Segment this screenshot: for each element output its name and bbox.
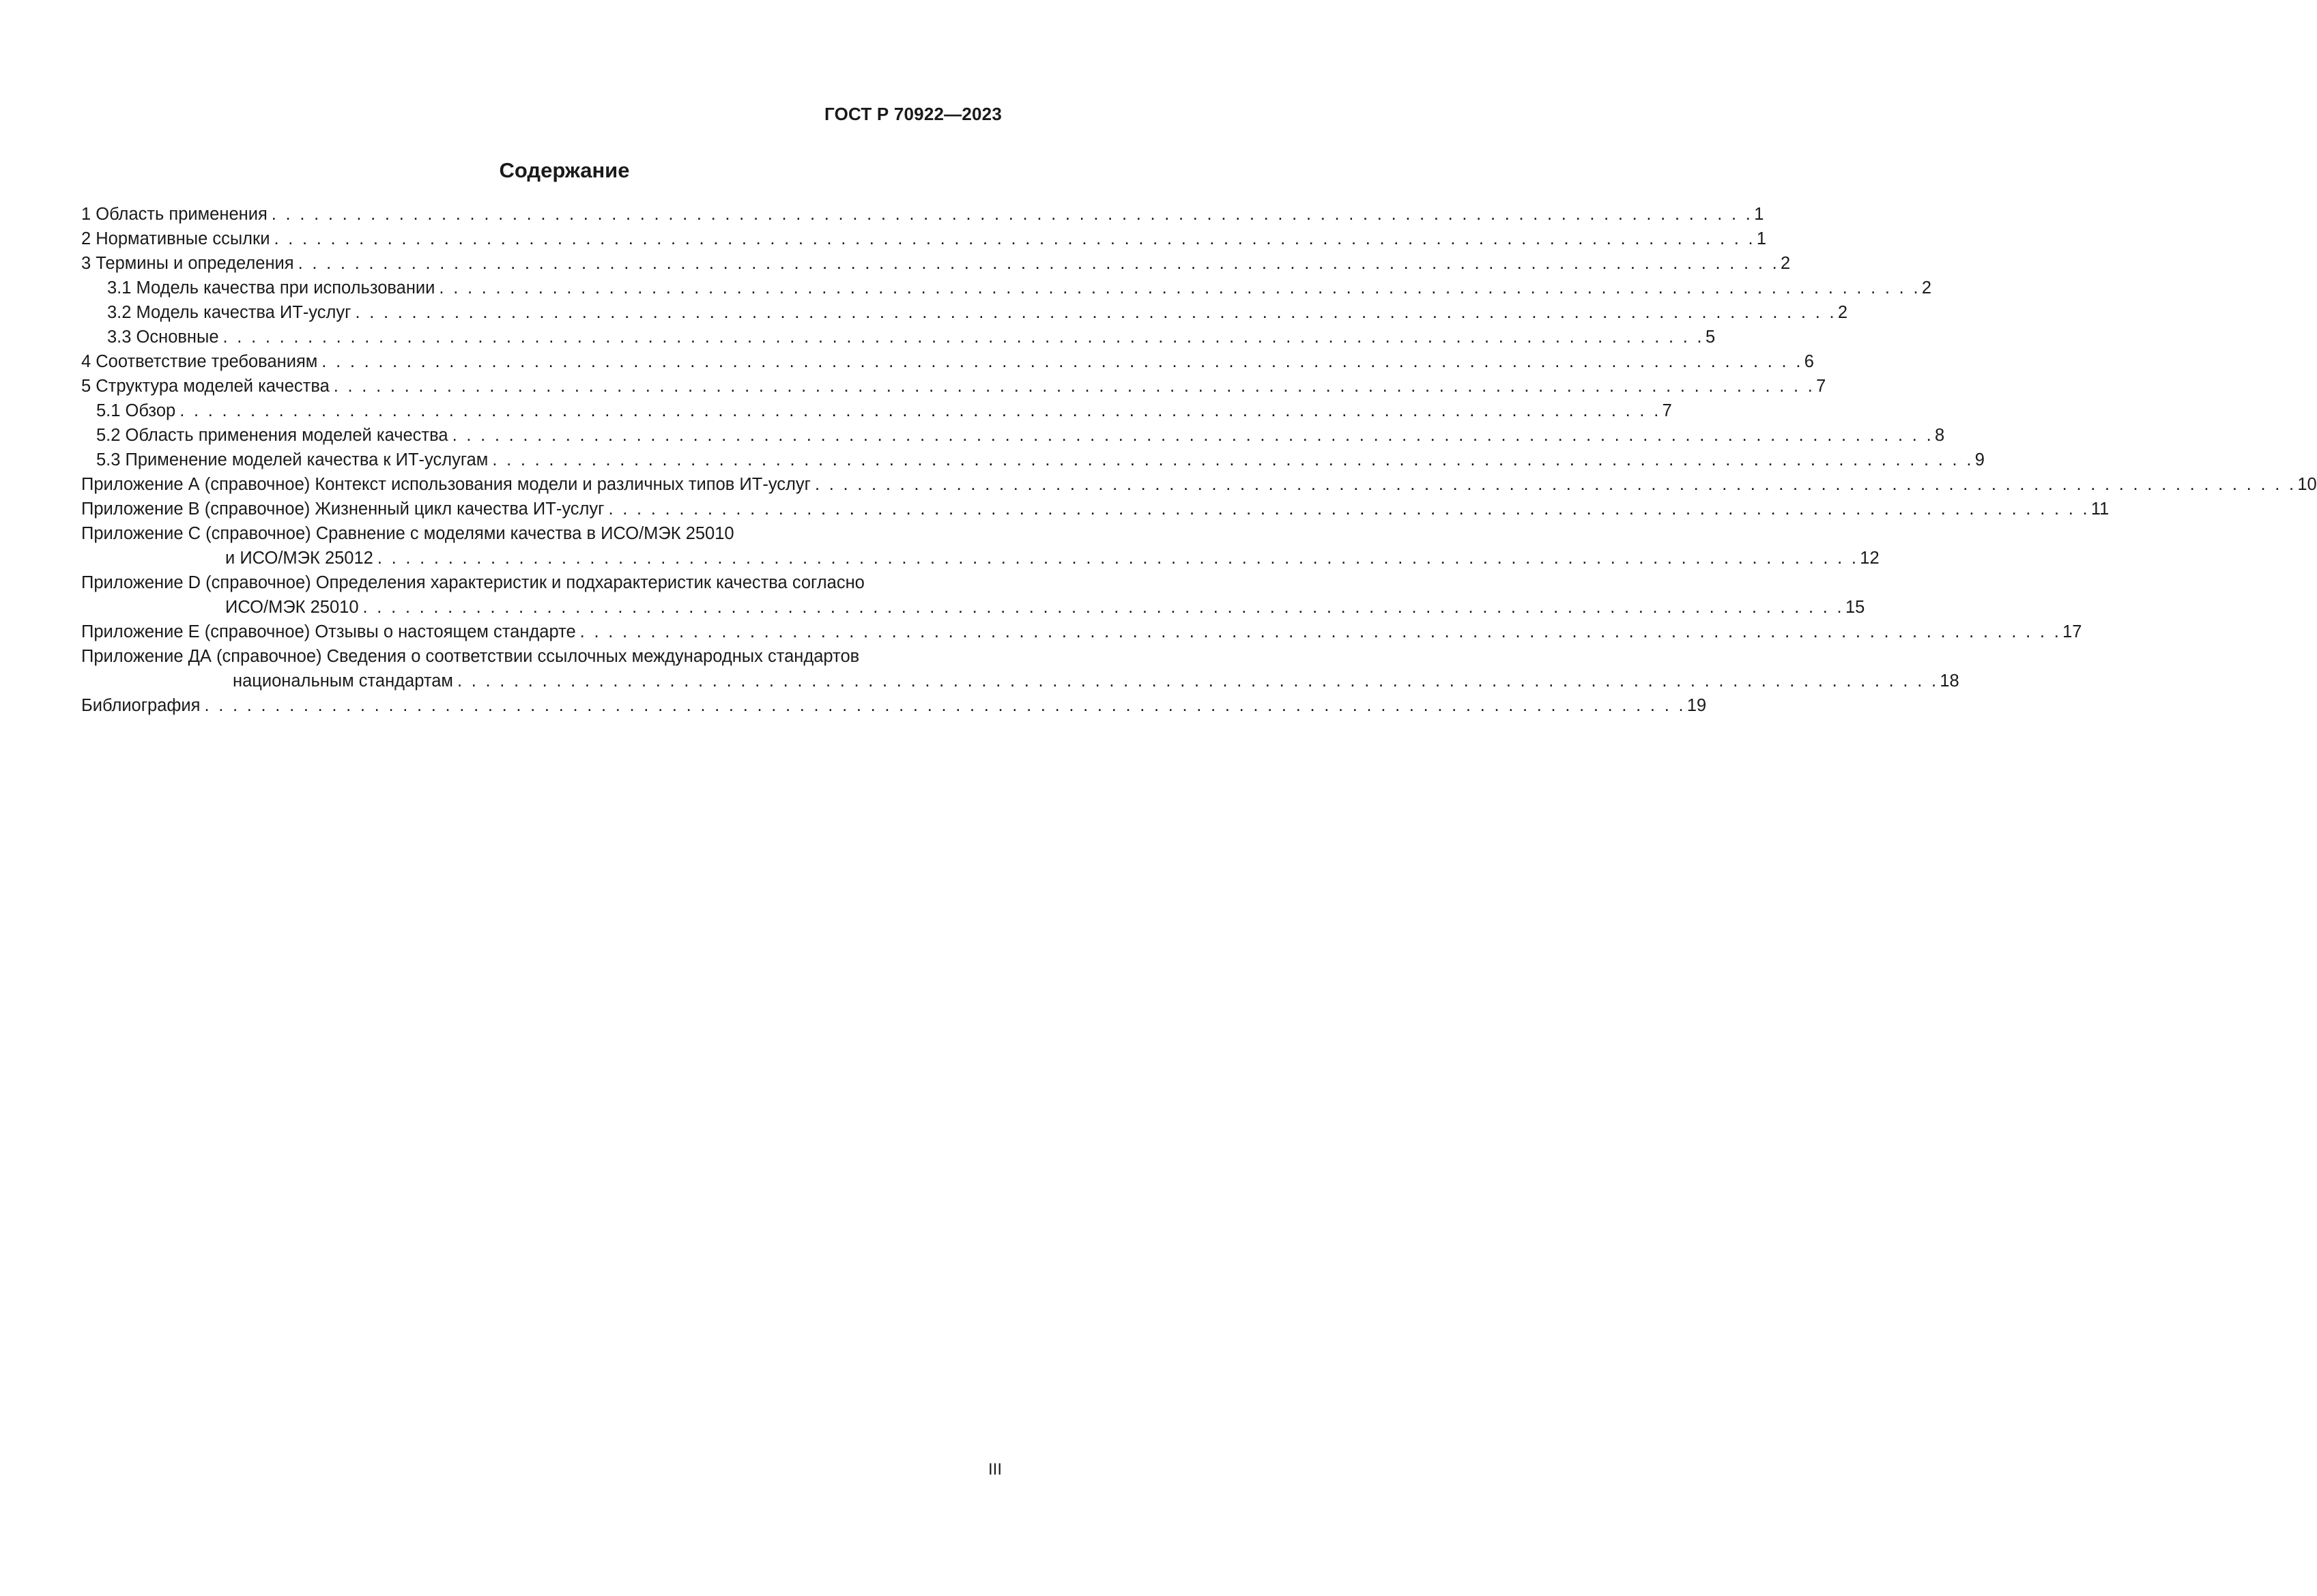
toc-entry-page: 7 (1662, 401, 1672, 420)
toc-entry-label: Приложение А (справочное) Контекст использования модели и различных типов ИТ-услуг (81, 475, 811, 494)
dot-leader: . . . . . . . . . . . . . . . . . . . . . . . . . . . . . . . . . . . . . . . . . . . . . . . . . . . . . . . . . . . . . . . . . . . . . . . . . . . . . . . . . . . . . . . . . . . . . . . . . . . . . . . . . (355, 303, 1837, 322)
dot-leader: . . . . . . . . . . . . . . . . . . . . . . . . . . . . . . . . . . . . . . . . . . . . . . . . . . . . . . . . . . . . . . . . . . . . . . . . . . . . . . . . . . . . . . . . . . . . . . . . . . . . . . . . . (608, 499, 2090, 519)
dot-leader: . . . . . . . . . . . . . . . . . . . . . . . . . . . . . . . . . . . . . . . . . . . . . . . . . . . . . . . . . . . . . . . . . . . . . . . . . . . . . . . . . . . . . . . . . . . . . . . . . . . . . . . . . (204, 696, 1686, 715)
toc-entry-5[interactable] (81, 374, 1826, 398)
dot-leader: . . . . . . . . . . . . . . . . . . . . . . . . . . . . . . . . . . . . . . . . . . . . . . . . . . . . . . . . . . . . . . . . . . . . . . . . . . . . . . . . . . . . . . . . . . . . . . . . . . . . . . . . . (271, 205, 1753, 224)
toc-entry-label: 3.3 Основные (107, 328, 219, 347)
toc-entry-label: 4 Соответствие требованиям (81, 352, 318, 371)
dot-leader: . . . . . . . . . . . . . . . . . . . . . . . . . . . . . . . . . . . . . . . . . . . . . . . . . . . . . . . . . . . . . . . . . . . . . . . . . . . . . . . . . . . . . . . . . . . . . . . . . . . . . . . . . (333, 377, 1815, 396)
toc-entry-page: 15 (1845, 598, 1865, 617)
dot-leader: . . . . . . . . . . . . . . . . . . . . . . . . . . . . . . . . . . . . . . . . . . . . . . . . . . . . . . . . . . . . . . . . . . . . . . . . . . . . . . . . . . . . . . . . . . . . . . . . . . . . . . . . . (222, 328, 1704, 347)
toc-title: Содержание (499, 158, 630, 182)
toc-entry-appendix-c[interactable] (81, 521, 1002, 546)
toc-entry-continuation: и ИСО/МЭК 25012 (225, 549, 373, 568)
toc-entry-5-3[interactable] (81, 448, 1985, 472)
toc-entry-2[interactable] (81, 227, 1767, 251)
toc-entry-page: 17 (2062, 622, 2082, 641)
dot-leader: . . . . . . . . . . . . . . . . . . . . . . . . . . . . . . . . . . . . . . . . . . . . . . . . . . . . . . . . . . . . . . . . . . . . . . . . . . . . . . . . . . . . . . . . . . . . . . . . . . . . . . . . . (439, 278, 1920, 298)
toc-entry-continuation: ИСО/МЭК 25010 (225, 598, 359, 617)
toc-entry-page: 1 (1756, 229, 1767, 248)
toc-entry-page: 18 (1940, 671, 1959, 691)
toc-entry-bibliography[interactable] (81, 693, 1707, 718)
document-code: ГОСТ Р 70922—2023 (824, 104, 1002, 124)
toc-entry-page: 2 (1921, 278, 1932, 298)
table-of-contents (81, 202, 2317, 718)
toc-entry-label: 2 Нормативные ссылки (81, 229, 270, 248)
dot-leader: . . . . . . . . . . . . . . . . . . . . . . . . . . . . . . . . . . . . . . . . . . . . . . . . . . . . . . . . . . . . . . . . . . . . . . . . . . . . . . . . . . . . . . . . . . . . . . . . . . . . . . . . . (457, 671, 1939, 691)
toc-entry-3[interactable] (81, 251, 1791, 276)
toc-entry-label: Приложение С (справочное) Сравнение с моделями качества в ИСО/МЭК 25010 (81, 524, 734, 543)
dot-leader: . . . . . . . . . . . . . . . . . . . . . . . . . . . . . . . . . . . . . . . . . . . . . . . . . . . . . . . . . . . . . . . . . . . . . . . . . . . . . . . . . . . . . . . . . . . . . . . . . . . . . . . . . (362, 598, 1844, 617)
toc-entry-page: 8 (1934, 426, 1945, 445)
toc-entry-appendix-e[interactable] (81, 620, 2082, 644)
toc-entry-label: 3.2 Модель качества ИТ-услуг (107, 303, 351, 322)
toc-entry-label: 5.3 Применение моделей качества к ИТ-услугам (96, 450, 489, 469)
toc-entry-page: 1 (1754, 205, 1764, 224)
toc-entry-3-2[interactable] (81, 300, 1848, 325)
toc-entry-page: 10 (2297, 475, 2317, 494)
dot-leader: . . . . . . . . . . . . . . . . . . . . . . . . . . . . . . . . . . . . . . . . . . . . . . . . . . . . . . . . . . . . . . . . . . . . . . . . . . . . . . . . . . . . . . . . . . . . . . . . . . . . . . . . . (274, 229, 1755, 248)
toc-entry-page: 12 (1860, 549, 1880, 568)
toc-entry-label: Приложение ДА (справочное) Сведения о соответствии ссылочных международных стандартов (81, 647, 860, 666)
toc-entry-label: 5.2 Область применения моделей качества (96, 426, 448, 445)
page-number: III (988, 1460, 1002, 1479)
toc-entry-appendix-d[interactable] (81, 570, 1002, 595)
toc-entry-page: 5 (1705, 328, 1716, 347)
toc-entry-page: 9 (1974, 450, 1985, 469)
toc-entry-label: 5 Структура моделей качества (81, 377, 330, 396)
toc-entry-1[interactable] (81, 202, 1764, 227)
toc-entry-page: 2 (1780, 254, 1791, 273)
toc-entry-appendix-a[interactable] (81, 472, 2317, 497)
dot-leader: . . . . . . . . . . . . . . . . . . . . . . . . . . . . . . . . . . . . . . . . . . . . . . . . . . . . . . . . . . . . . . . . . . . . . . . . . . . . . . . . . . . . . . . . . . . . . . . . . . . . . . . . . (321, 352, 1803, 371)
dot-leader: . . . . . . . . . . . . . . . . . . . . . . . . . . . . . . . . . . . . . . . . . . . . . . . . . . . . . . . . . . . . . . . . . . . . . . . . . . . . . . . . . . . . . . . . . . . . . . . . . . . . . . . . . (179, 401, 1661, 420)
toc-entry-label: 5.1 Обзор (96, 401, 176, 420)
toc-entry-label: 3 Термины и определения (81, 254, 294, 273)
toc-entry-appendix-c-continuation[interactable] (81, 546, 1880, 570)
toc-entry-page: 11 (2090, 499, 2110, 519)
toc-entry-page: 6 (1804, 352, 1814, 371)
toc-entry-label: Библиография (81, 696, 201, 715)
toc-entry-label: 3.1 Модель качества при использовании (107, 278, 435, 298)
dot-leader: . . . . . . . . . . . . . . . . . . . . . . . . . . . . . . . . . . . . . . . . . . . . . . . . . . . . . . . . . . . . . . . . . . . . . . . . . . . . . . . . . . . . . . . . . . . . . . . . . . . . . . . . . (377, 549, 1859, 568)
toc-entry-appendix-da-continuation[interactable] (81, 669, 1959, 693)
toc-entry-continuation: национальным стандартам (233, 671, 453, 691)
toc-entry-appendix-b[interactable] (81, 497, 2110, 521)
toc-entry-label: Приложение В (справочное) Жизненный цикл качества ИТ-услуг (81, 499, 605, 519)
toc-entry-4[interactable] (81, 349, 1814, 374)
toc-entry-label: 1 Область применения (81, 205, 268, 224)
toc-entry-page: 7 (1816, 377, 1826, 396)
dot-leader: . . . . . . . . . . . . . . . . . . . . . . . . . . . . . . . . . . . . . . . . . . . . . . . . . . . . . . . . . . . . . . . . . . . . . . . . . . . . . . . . . . . . . . . . . . . . . . . . . . . . . . . . . (452, 426, 1933, 445)
dot-leader: . . . . . . . . . . . . . . . . . . . . . . . . . . . . . . . . . . . . . . . . . . . . . . . . . . . . . . . . . . . . . . . . . . . . . . . . . . . . . . . . . . . . . . . . . . . . . . . . . . . . . . . . . (579, 622, 2062, 641)
dot-leader: . . . . . . . . . . . . . . . . . . . . . . . . . . . . . . . . . . . . . . . . . . . . . . . . . . . . . . . . . . . . . . . . . . . . . . . . . . . . . . . . . . . . . . . . . . . . . . . . . . . . . . . . . (298, 254, 1779, 273)
toc-entry-5-1[interactable] (81, 398, 1672, 423)
toc-entry-page: 19 (1686, 696, 1707, 715)
toc-entry-page: 2 (1837, 303, 1848, 322)
toc-entry-appendix-d-continuation[interactable] (81, 595, 1865, 620)
toc-entry-label: Приложение Е (справочное) Отзывы о настоящем стандарте (81, 622, 576, 641)
toc-entry-3-3[interactable] (81, 325, 1716, 349)
dot-leader: . . . . . . . . . . . . . . . . . . . . . . . . . . . . . . . . . . . . . . . . . . . . . . . . . . . . . . . . . . . . . . . . . . . . . . . . . . . . . . . . . . . . . . . . . . . . . . . . . . . . . . . . . (814, 475, 2297, 494)
toc-entry-5-2[interactable] (81, 423, 1945, 448)
dot-leader: . . . . . . . . . . . . . . . . . . . . . . . . . . . . . . . . . . . . . . . . . . . . . . . . . . . . . . . . . . . . . . . . . . . . . . . . . . . . . . . . . . . . . . . . . . . . . . . . . . . . . . . . . (492, 450, 1974, 469)
toc-entry-3-1[interactable] (81, 276, 1932, 300)
toc-entry-appendix-da[interactable] (81, 644, 1002, 669)
toc-entry-label: Приложение D (справочное) Определения характеристик и подхарактеристик качества согласно (81, 573, 865, 592)
